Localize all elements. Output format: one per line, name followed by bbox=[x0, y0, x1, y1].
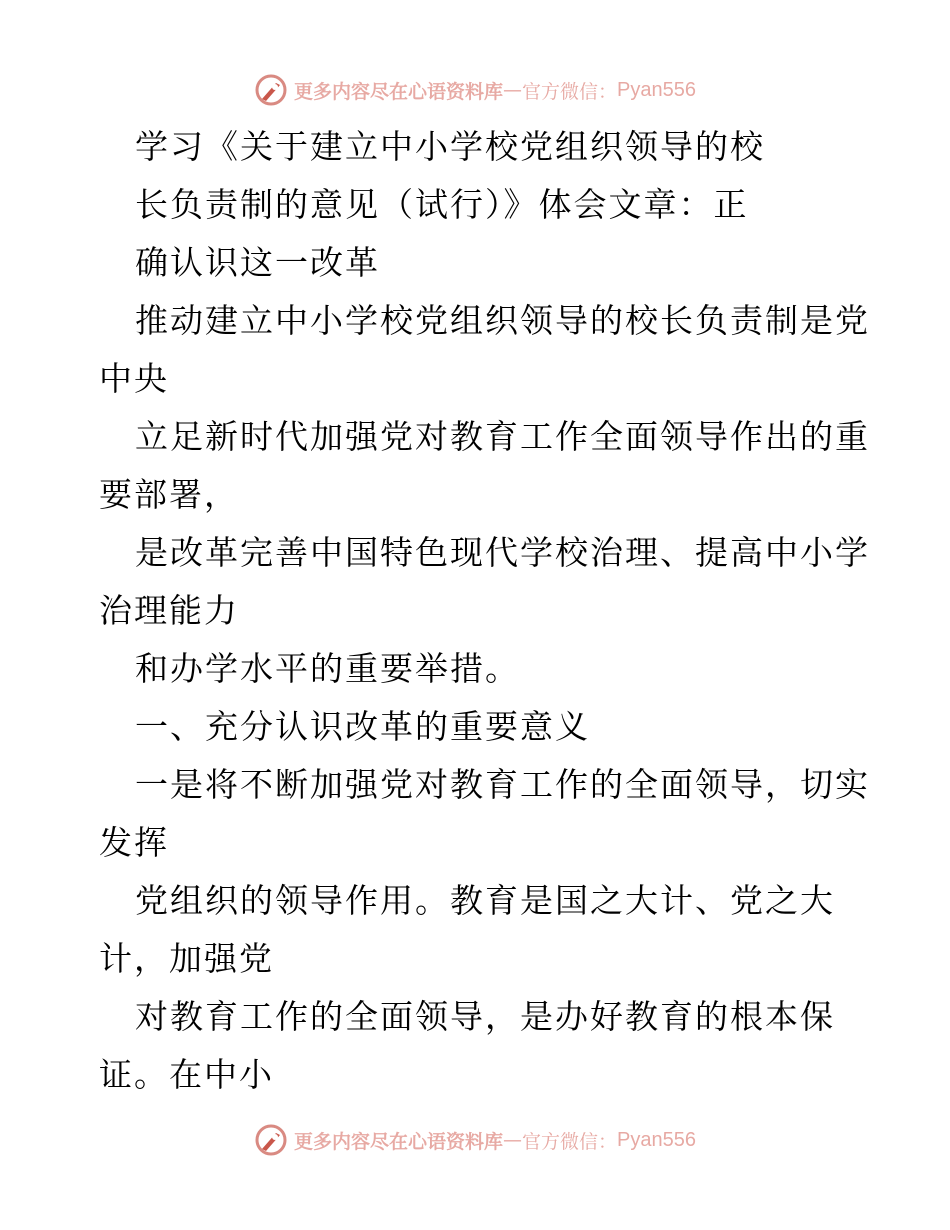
text-line: 要部署， bbox=[99, 475, 239, 514]
pen-logo-icon bbox=[254, 1123, 288, 1157]
header-watermark bbox=[0, 70, 950, 110]
watermark-separator: — bbox=[503, 79, 523, 101]
watermark-wechat-id: Pyan556 bbox=[617, 1128, 696, 1151]
pen-logo-icon bbox=[254, 73, 288, 107]
text-line: 发挥 bbox=[99, 823, 169, 862]
text-line: 证。在中小 bbox=[99, 1055, 274, 1094]
text-line: 是改革完善中国特色现代学校治理、提高中小学 bbox=[135, 533, 870, 572]
text-line: 确认识这一改革 bbox=[135, 243, 380, 282]
watermark-wechat-label: 官方微信： bbox=[522, 1130, 618, 1153]
text-line: 一是将不断加强党对教育工作的全面领导，切实 bbox=[135, 765, 870, 804]
text-line: 计，加强党 bbox=[99, 939, 274, 978]
text-line: 党组织的领导作用。教育是国之大计、党之大 bbox=[135, 881, 835, 920]
watermark-separator: — bbox=[503, 1129, 523, 1151]
text-line: 中央 bbox=[99, 359, 169, 398]
watermark-site-text: 更多内容尽在心语资料库 bbox=[294, 1130, 504, 1153]
watermark-wechat-id: Pyan556 bbox=[617, 78, 696, 101]
text-line: 长负责制的意见（试行）》体会文章：正 bbox=[135, 185, 749, 224]
text-line: 和办学水平的重要举措。 bbox=[135, 649, 520, 688]
section-heading: 一、充分认识改革的重要意义 bbox=[135, 707, 590, 746]
footer-watermark bbox=[0, 1120, 950, 1160]
text-line: 治理能力 bbox=[99, 591, 239, 630]
text-line: 推动建立中小学校党组织领导的校长负责制是党 bbox=[135, 301, 870, 340]
text-line: 学习《关于建立中小学校党组织领导的校 bbox=[135, 127, 765, 166]
watermark-wechat-label: 官方微信： bbox=[522, 80, 618, 103]
text-line: 立足新时代加强党对教育工作全面领导作出的重 bbox=[135, 417, 870, 456]
text-line: 对教育工作的全面领导，是办好教育的根本保 bbox=[135, 997, 835, 1036]
watermark-site-text: 更多内容尽在心语资料库 bbox=[294, 80, 504, 103]
